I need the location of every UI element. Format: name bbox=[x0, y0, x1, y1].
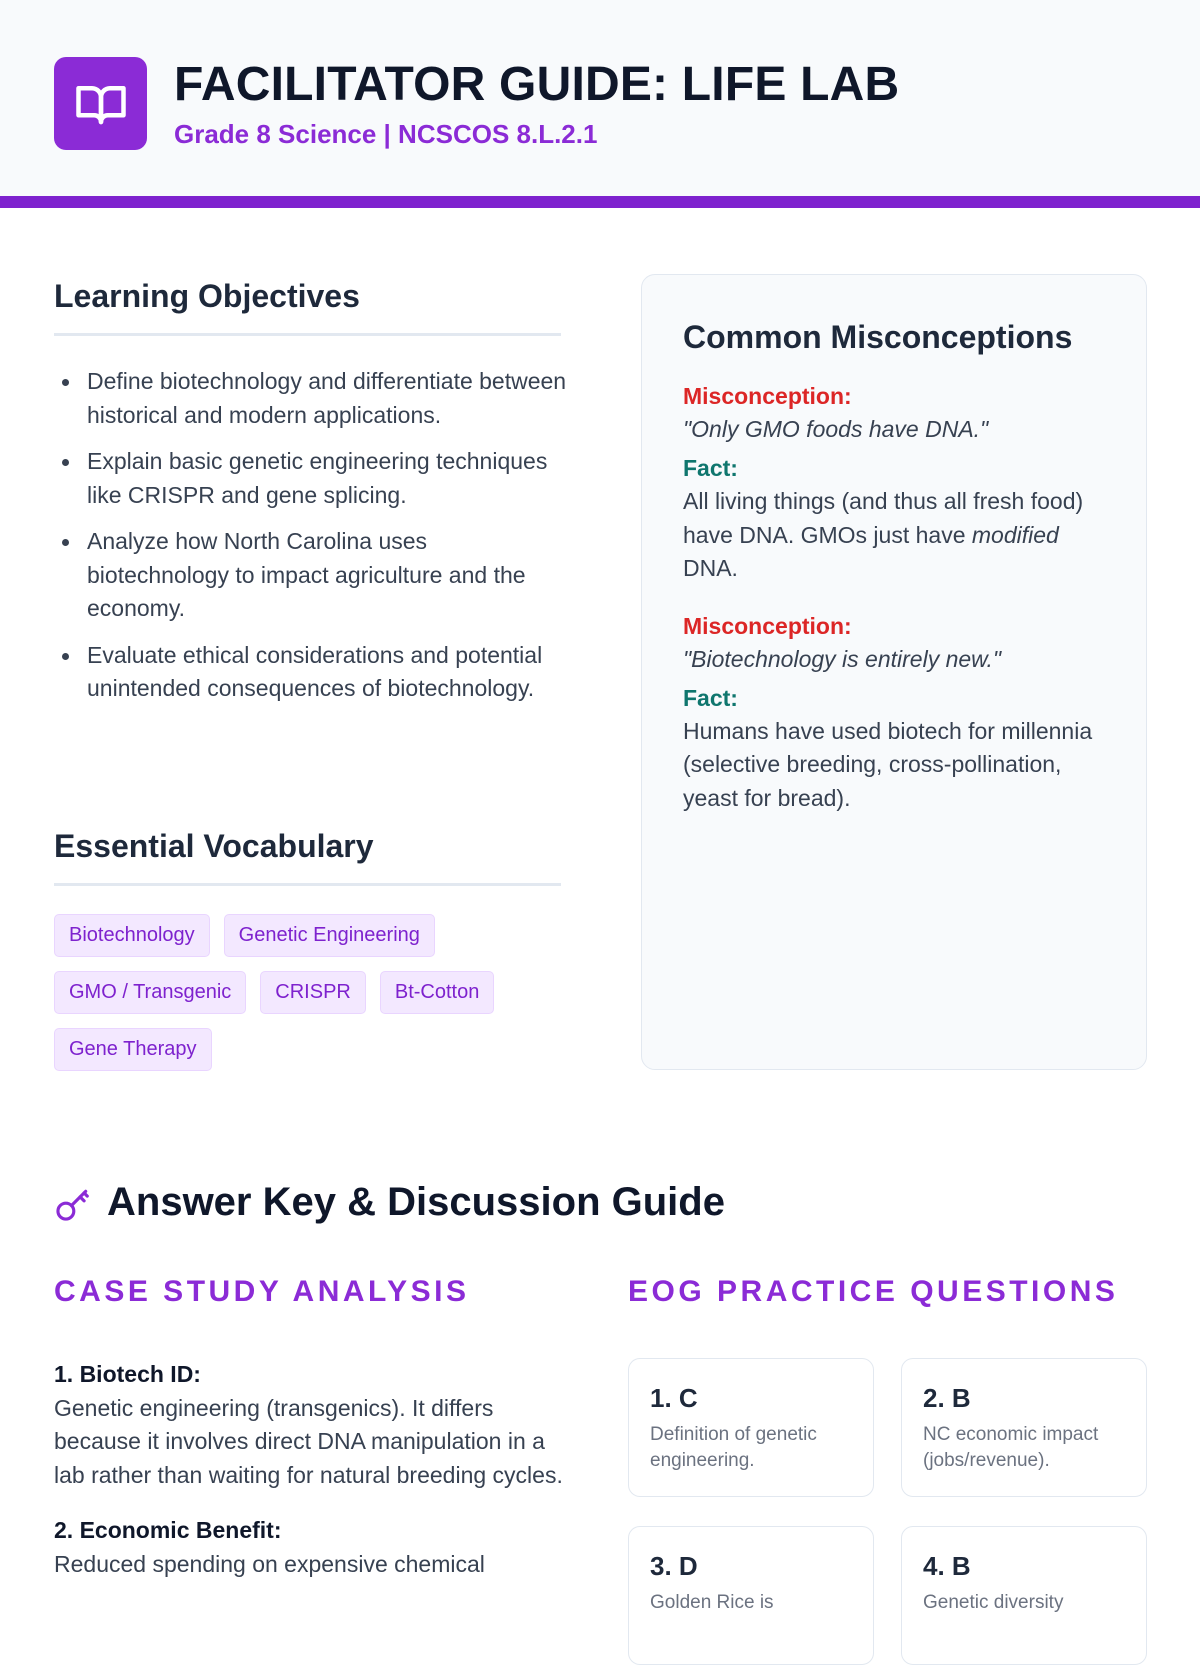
eog-explanation: NC economic impact (jobs/revenue). bbox=[923, 1424, 1099, 1471]
vocab-chip: Biotechnology bbox=[54, 914, 210, 957]
logo bbox=[54, 57, 147, 150]
eog-answer: 1. C bbox=[650, 1383, 698, 1413]
case-study-label: 2. Economic Benefit: bbox=[54, 1517, 282, 1543]
list-item: Define biotechnology and differentiate between historical and modern applications. bbox=[54, 365, 574, 432]
misconception-item bbox=[683, 610, 1106, 816]
eog-explanation: Golden Rice is bbox=[650, 1592, 774, 1613]
misconceptions-heading: Common Misconceptions bbox=[683, 319, 1073, 355]
vocab-chip: Gene Therapy bbox=[54, 1028, 212, 1071]
case-study-list bbox=[54, 1358, 574, 1603]
objectives-divider bbox=[54, 333, 561, 336]
vocabulary-divider bbox=[54, 883, 561, 886]
eog-answer-card bbox=[628, 1526, 874, 1665]
fact-label: Fact: bbox=[683, 455, 738, 481]
eog-heading: EOG PRACTICE QUESTIONS bbox=[628, 1275, 1119, 1308]
eog-answer: 3. D bbox=[650, 1551, 698, 1581]
answer-key-heading: Answer Key & Discussion Guide bbox=[107, 1180, 725, 1224]
vocab-chip: CRISPR bbox=[260, 971, 366, 1014]
misconception-quote: "Only GMO foods have DNA." bbox=[683, 416, 989, 442]
misconception-label: Misconception: bbox=[683, 383, 852, 409]
eog-answer-card bbox=[628, 1358, 874, 1497]
fact-label: Fact: bbox=[683, 684, 738, 711]
page-header bbox=[0, 0, 1200, 208]
page-title: FACILITATOR GUIDE: LIFE LAB bbox=[174, 58, 900, 111]
case-study-item bbox=[54, 1514, 574, 1581]
page-subtitle: Grade 8 Science | NCSCOS 8.L.2.1 bbox=[174, 119, 598, 149]
case-study-item bbox=[54, 1358, 574, 1492]
eog-explanation: Definition of genetic engineering. bbox=[650, 1424, 817, 1471]
eog-answer: 4. B bbox=[923, 1551, 971, 1581]
fact-text: All living things (and thus all fresh food) have DNA. GMOs just have modified DNA. bbox=[683, 488, 1084, 581]
vocabulary-heading: Essential Vocabulary bbox=[54, 828, 374, 864]
objectives-list bbox=[54, 365, 574, 719]
vocab-chip: Genetic Engineering bbox=[224, 914, 435, 957]
vocab-chip: GMO / Transgenic bbox=[54, 971, 246, 1014]
misconception-item bbox=[683, 380, 1106, 586]
eog-answers-grid bbox=[628, 1358, 1147, 1665]
list-item: Evaluate ethical considerations and potential unintended consequences of biotechnology. bbox=[54, 639, 574, 706]
eog-answer-card bbox=[901, 1526, 1147, 1665]
misconception-quote: "Biotechnology is entirely new." bbox=[683, 645, 1002, 672]
case-study-label: 1. Biotech ID: bbox=[54, 1361, 201, 1387]
book-open-icon bbox=[74, 77, 128, 131]
eog-explanation: Genetic diversity bbox=[923, 1592, 1064, 1613]
misconception-label: Misconception: bbox=[683, 612, 852, 639]
objectives-heading: Learning Objectives bbox=[54, 278, 360, 314]
key-icon bbox=[54, 1185, 92, 1223]
case-study-text: Genetic engineering (transgenics). It differs because it involves direct DNA manipulation in a lab rather than waiting for natural breeding cycles. bbox=[54, 1394, 563, 1488]
list-item: Explain basic genetic engineering techniques like CRISPR and gene splicing. bbox=[54, 445, 574, 512]
list-item: Analyze how North Carolina uses biotechnology to impact agriculture and the economy. bbox=[54, 525, 574, 626]
eog-answer: 2. B bbox=[923, 1383, 971, 1413]
eog-answer-card bbox=[901, 1358, 1147, 1497]
fact-text: Humans have used biotech for millennia (selective breeding, cross-pollination, yeast for bread). bbox=[683, 717, 1093, 811]
misconceptions-card bbox=[641, 274, 1147, 1070]
vocabulary-chips bbox=[54, 914, 574, 1071]
vocab-chip: Bt-Cotton bbox=[380, 971, 494, 1014]
case-study-heading: CASE STUDY ANALYSIS bbox=[54, 1275, 470, 1308]
case-study-text: Reduced spending on expensive chemical bbox=[54, 1550, 485, 1577]
